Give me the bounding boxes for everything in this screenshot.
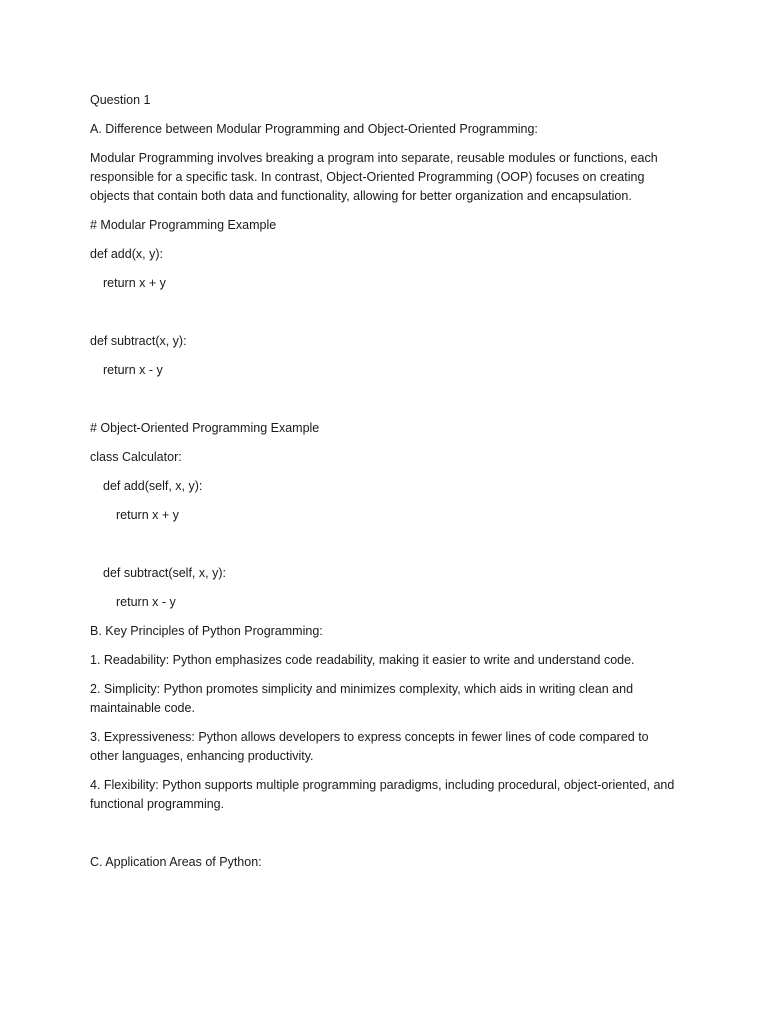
code-line-def-add: def add(x, y): xyxy=(90,247,163,261)
section-c-heading: C. Application Areas of Python: xyxy=(90,855,262,869)
code-line-def-subtract: def subtract(x, y): xyxy=(90,334,187,348)
code-blank-line xyxy=(90,303,680,322)
section-a-heading: A. Difference between Modular Programming and Object-Oriented Programming: xyxy=(90,122,538,136)
code-line-return-subtract: return x - y xyxy=(103,363,163,377)
principle-readability: 1. Readability: Python emphasizes code readability, making it easier to write and understand code. xyxy=(90,653,635,667)
modular-example-comment: # Modular Programming Example xyxy=(90,218,277,232)
code-blank-line xyxy=(90,390,680,409)
principle-flexibility: 4. Flexibility: Python supports multiple programming paradigms, including procedural, object-oriented, and functional programming. xyxy=(90,778,675,811)
oop-example-comment: # Object-Oriented Programming Example xyxy=(90,421,320,435)
principle-expressiveness: 3. Expressiveness: Python allows developers to express concepts in fewer lines of code compared to other languages, enhancing productivity. xyxy=(90,730,649,763)
paragraph-spacer xyxy=(90,824,680,843)
code-line-method-add: def add(self, x, y): xyxy=(103,479,203,493)
code-blank-line xyxy=(90,535,680,554)
principle-simplicity: 2. Simplicity: Python promotes simplicity and minimizes complexity, which aids in writing clean and maintainable code. xyxy=(90,682,634,715)
document-body xyxy=(90,91,680,882)
code-line-method-return-subtract: return x - y xyxy=(116,595,176,609)
section-b-heading: B. Key Principles of Python Programming: xyxy=(90,624,323,638)
code-line-method-subtract: def subtract(self, x, y): xyxy=(103,566,226,580)
code-line-method-return-add: return x + y xyxy=(116,508,179,522)
section-a-paragraph: Modular Programming involves breaking a program into separate, reusable modules or functions, each responsible for a specific task. In contrast, Object-Oriented Programming (OOP) focuses on creating objects that contain both data and functionality, allowing for better organization and encapsulation. xyxy=(90,151,658,203)
code-line-class-calculator: class Calculator: xyxy=(90,450,182,464)
code-line-return-add: return x + y xyxy=(103,276,166,290)
question-title: Question 1 xyxy=(90,93,151,107)
